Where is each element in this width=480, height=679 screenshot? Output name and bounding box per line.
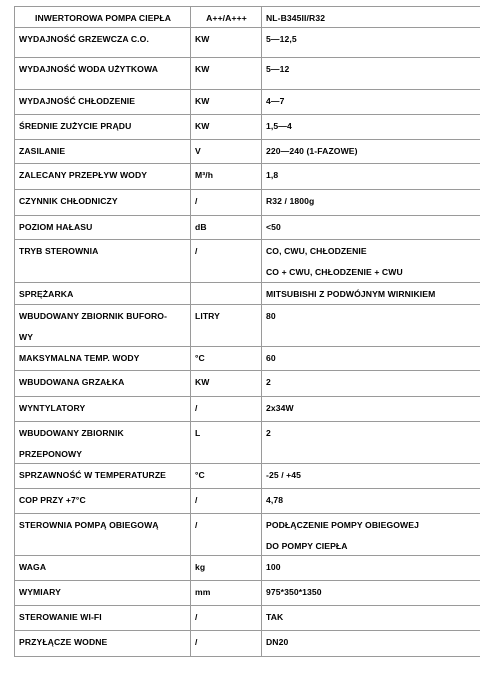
- value-text: 2: [266, 428, 271, 438]
- unit-cell: M³/h: [191, 164, 262, 190]
- param-cell: [15, 240, 191, 283]
- table-row: [15, 397, 480, 422]
- param-cell: [15, 216, 191, 240]
- unit-cell: /: [191, 514, 262, 556]
- header-class: A++/A+++: [191, 7, 262, 28]
- param-label: MAKSYMALNA TEMP. WODY: [19, 353, 140, 363]
- param-label: COP PRZY +7°C: [19, 495, 86, 505]
- param-cell: [15, 514, 191, 556]
- table-row: [15, 216, 480, 240]
- value-text: 220—240 (1-FAZOWE): [266, 146, 358, 156]
- table-row: [15, 90, 480, 115]
- value-text: <50: [266, 222, 281, 232]
- value-cell: [262, 216, 480, 240]
- param-cell: [15, 422, 191, 464]
- unit-cell: KW: [191, 115, 262, 140]
- unit-cell: kg: [191, 556, 262, 581]
- value-cell: [262, 240, 480, 283]
- table-row: [15, 581, 480, 606]
- param-cell: [15, 489, 191, 514]
- param-cell: [15, 606, 191, 631]
- value-cell: [262, 606, 480, 631]
- param-label: WAGA: [19, 562, 47, 572]
- value-text: 2: [266, 377, 271, 387]
- unit-cell: /: [191, 489, 262, 514]
- table-row: [15, 28, 480, 58]
- unit-cell: LITRY: [191, 305, 262, 347]
- param-label: ŚREDNIE ZUŻYCIE PRĄDU: [19, 121, 132, 131]
- param-cell: [15, 347, 191, 371]
- table-row: [15, 514, 480, 556]
- param-cell: [15, 115, 191, 140]
- value-text-continued: DO POMPY CIEPŁA: [266, 541, 348, 551]
- value-cell: [262, 190, 480, 216]
- value-text: 2x34W: [266, 403, 294, 413]
- value-cell: [262, 371, 480, 397]
- param-label: SPRZAWNOŚĆ W TEMPERATURZE: [19, 470, 166, 480]
- value-text: MITSUBISHI Z PODWÓJNYM WIRNIKIEM: [266, 289, 436, 299]
- param-label: WBUDOWANA GRZAŁKA: [19, 377, 125, 387]
- table-row: [15, 164, 480, 190]
- param-label: WYMIARY: [19, 587, 61, 597]
- value-text: PODŁĄCZENIE POMPY OBIEGOWEJ: [266, 520, 419, 530]
- table-row: [15, 305, 480, 347]
- table-row: [15, 347, 480, 371]
- param-cell: [15, 58, 191, 90]
- param-label: WBUDOWANY ZBIORNIK BUFORO-: [19, 311, 168, 321]
- table-row: [15, 489, 480, 514]
- value-cell: [262, 347, 480, 371]
- param-label-continued: PRZEPONOWY: [19, 449, 83, 459]
- value-cell: [262, 631, 480, 657]
- value-text: 1,5—4: [266, 121, 292, 131]
- param-label-continued: WY: [19, 332, 34, 342]
- value-text: 4—7: [266, 96, 285, 106]
- param-cell: [15, 556, 191, 581]
- value-text-continued: CO + CWU, CHŁODZENIE + CWU: [266, 267, 403, 277]
- table-row: [15, 58, 480, 90]
- unit-cell: dB: [191, 216, 262, 240]
- param-cell: [15, 397, 191, 422]
- value-text: 100: [266, 562, 281, 572]
- value-text: 5—12: [266, 64, 290, 74]
- param-label: TRYB STEROWNIA: [19, 246, 99, 256]
- value-cell: [262, 489, 480, 514]
- param-cell: [15, 140, 191, 164]
- table-row: [15, 190, 480, 216]
- param-label: STEROWANIE WI-FI: [19, 612, 102, 622]
- param-label: WYDAJNOŚĆ WODA UŻYTKOWA: [19, 64, 158, 74]
- spec-table: [14, 6, 480, 657]
- value-text: 975*350*1350: [266, 587, 322, 597]
- spec-table-body: [15, 7, 480, 657]
- value-text: 5—12,5: [266, 34, 297, 44]
- unit-cell: /: [191, 606, 262, 631]
- value-cell: [262, 397, 480, 422]
- unit-cell: °C: [191, 347, 262, 371]
- value-cell: [262, 115, 480, 140]
- unit-cell: KW: [191, 28, 262, 58]
- param-label: SPRĘŻARKA: [19, 289, 74, 299]
- table-row: [15, 631, 480, 657]
- unit-cell: °C: [191, 464, 262, 489]
- unit-cell: [191, 283, 262, 305]
- value-cell: [262, 90, 480, 115]
- value-text: 80: [266, 311, 276, 321]
- unit-cell: L: [191, 422, 262, 464]
- param-label: CZYNNIK CHŁODNICZY: [19, 196, 118, 206]
- table-row: [15, 115, 480, 140]
- table-row: [15, 283, 480, 305]
- param-cell: [15, 283, 191, 305]
- param-cell: [15, 90, 191, 115]
- table-row: [15, 422, 480, 464]
- param-label: ZALECANY PRZEPŁYW WODY: [19, 170, 148, 180]
- table-row: [15, 140, 480, 164]
- unit-cell: mm: [191, 581, 262, 606]
- value-cell: [262, 305, 480, 347]
- value-cell: [262, 283, 480, 305]
- value-cell: [262, 514, 480, 556]
- param-cell: [15, 190, 191, 216]
- header-product: INWERTOROWA POMPA CIEPŁA: [15, 7, 191, 28]
- value-cell: [262, 28, 480, 58]
- param-cell: [15, 631, 191, 657]
- unit-cell: /: [191, 631, 262, 657]
- value-cell: [262, 164, 480, 190]
- param-label: STEROWNIA POMPĄ OBIEGOWĄ: [19, 520, 159, 530]
- value-text: 4,78: [266, 495, 284, 505]
- value-cell: [262, 140, 480, 164]
- value-text: DN20: [266, 637, 289, 647]
- param-label: PRZYŁĄCZE WODNE: [19, 637, 108, 647]
- param-cell: [15, 305, 191, 347]
- param-cell: [15, 464, 191, 489]
- table-row: [15, 464, 480, 489]
- value-cell: [262, 556, 480, 581]
- unit-cell: KW: [191, 371, 262, 397]
- param-cell: [15, 28, 191, 58]
- value-cell: [262, 581, 480, 606]
- param-cell: [15, 164, 191, 190]
- param-cell: [15, 371, 191, 397]
- unit-cell: /: [191, 397, 262, 422]
- unit-cell: /: [191, 190, 262, 216]
- unit-cell: /: [191, 240, 262, 283]
- unit-cell: V: [191, 140, 262, 164]
- table-row: [15, 371, 480, 397]
- param-label: WYDAJNOŚĆ GRZEWCZA C.O.: [19, 34, 149, 44]
- table-row: [15, 240, 480, 283]
- param-label: POZIOM HAŁASU: [19, 222, 93, 232]
- value-text: CO, CWU, CHŁODZENIE: [266, 246, 367, 256]
- header-model: NL-B345II/R32: [262, 7, 480, 28]
- param-label: WYNTYLATORY: [19, 403, 86, 413]
- value-cell: [262, 464, 480, 489]
- param-label: WBUDOWANY ZBIORNIK: [19, 428, 124, 438]
- table-row: [15, 556, 480, 581]
- table-row: [15, 606, 480, 631]
- value-cell: [262, 58, 480, 90]
- param-label: ZASILANIE: [19, 146, 66, 156]
- param-cell: [15, 581, 191, 606]
- param-label: WYDAJNOŚĆ CHŁODZENIE: [19, 96, 136, 106]
- table-header-row: [15, 7, 480, 28]
- unit-cell: KW: [191, 90, 262, 115]
- value-text: 60: [266, 353, 276, 363]
- value-cell: [262, 422, 480, 464]
- value-text: -25 / +45: [266, 470, 302, 480]
- value-text: 1,8: [266, 170, 279, 180]
- value-text: R32 / 1800g: [266, 196, 315, 206]
- unit-cell: KW: [191, 58, 262, 90]
- value-text: TAK: [266, 612, 284, 622]
